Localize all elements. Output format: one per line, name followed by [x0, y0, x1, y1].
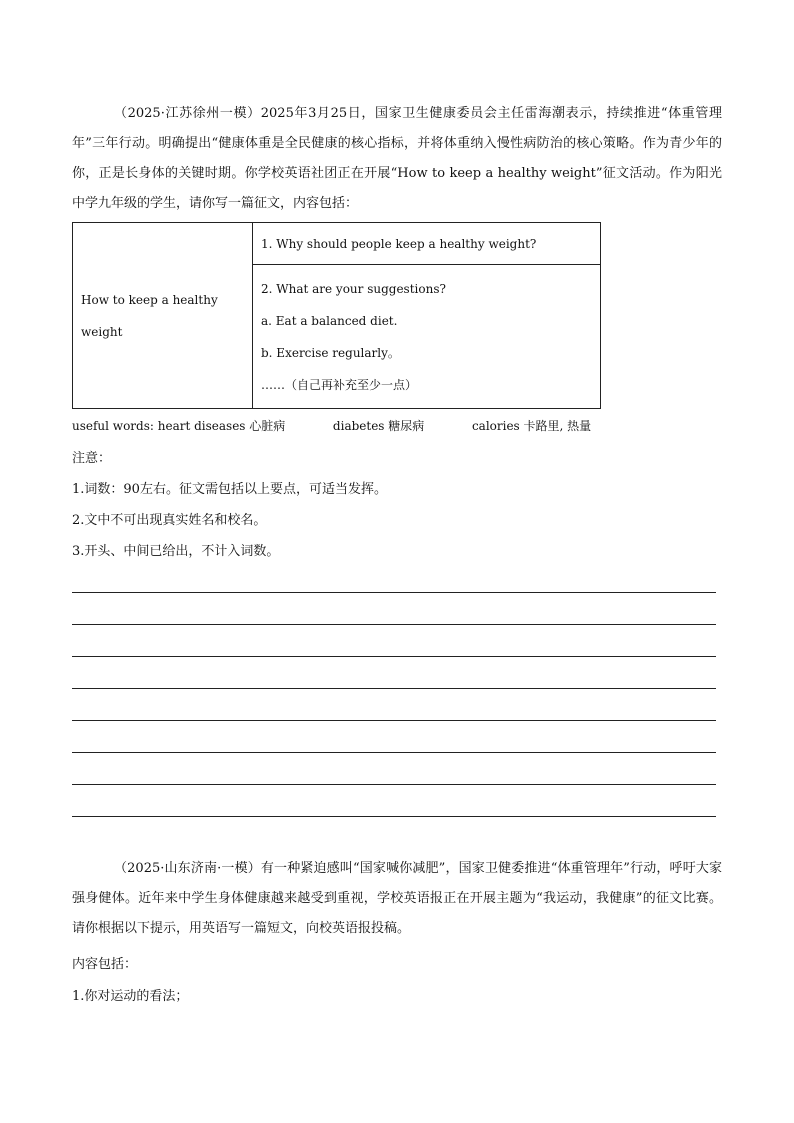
writing-line	[72, 624, 716, 625]
content-heading: 内容包括：	[72, 957, 138, 972]
table-question-2-cell	[253, 265, 601, 409]
useful-word-2: diabetes 糖尿病	[332, 419, 425, 433]
writing-task-table	[72, 222, 601, 409]
useful-words	[72, 414, 591, 438]
passage-1: （2025·江苏徐州一模）2025年3月25日，国家卫生健康委员会主任雷海潮表示，持续推进“体重管理年”三年行动。明确提出“健康体重是全民健康的核心指标，并将体重纳入慢性病防治的核心策略。作为青少年的你，正是长身体的关键时期。你学校英语社团正在开展“How to keep a healthy weight”征文活动。作为阳光中学九年级的学生，请你写一篇征文，内容包括：	[72, 106, 722, 211]
useful-word-3: calories 卡路里, 热量	[471, 419, 592, 433]
writing-line	[72, 816, 716, 817]
note-2: 2.文中不可出现真实姓名和校名。	[72, 513, 267, 528]
suggestion-a: a. Eat a balanced diet.	[261, 313, 398, 328]
note-1: 1.词数：90左右。征文需包括以上要点，可适当发挥。	[72, 482, 387, 497]
passage-2: （2025·山东济南·一模）有一种紧迫感叫“国家喊你减肥”，国家卫健委推进“体重管理年”行动，呼吁大家强身健体。近年来中学生身体健康越来越受到重视，学校英语报正在开展主题为“我运动，我健康”的征文比赛。请你根据以下提示，用英语写一篇短文，向校英语报投稿。	[72, 861, 722, 936]
suggestion-more: ……（自己再补充至少一点）	[261, 377, 418, 392]
useful-word-1: useful words: heart diseases 心脏病	[72, 419, 286, 433]
writing-line	[72, 752, 716, 753]
topic-line-2: weight	[81, 324, 123, 339]
note-3: 3.开头、中间已给出，不计入词数。	[72, 544, 280, 559]
topic-line-1: How to keep a healthy	[81, 292, 218, 307]
writing-line	[72, 784, 716, 785]
writing-line	[72, 720, 716, 721]
writing-line	[72, 656, 716, 657]
writing-line	[72, 688, 716, 689]
notes-heading: 注意：	[72, 451, 112, 466]
answer-writing-lines	[72, 592, 716, 848]
table-question-1: 1. Why should people keep a healthy weight?	[253, 223, 601, 265]
suggestion-b: b. Exercise regularly。	[261, 345, 400, 360]
content-item-1: 1.你对运动的看法；	[72, 989, 189, 1004]
question-2: 2. What are your suggestions?	[261, 281, 446, 296]
writing-line	[72, 592, 716, 593]
table-topic-cell	[73, 223, 253, 409]
